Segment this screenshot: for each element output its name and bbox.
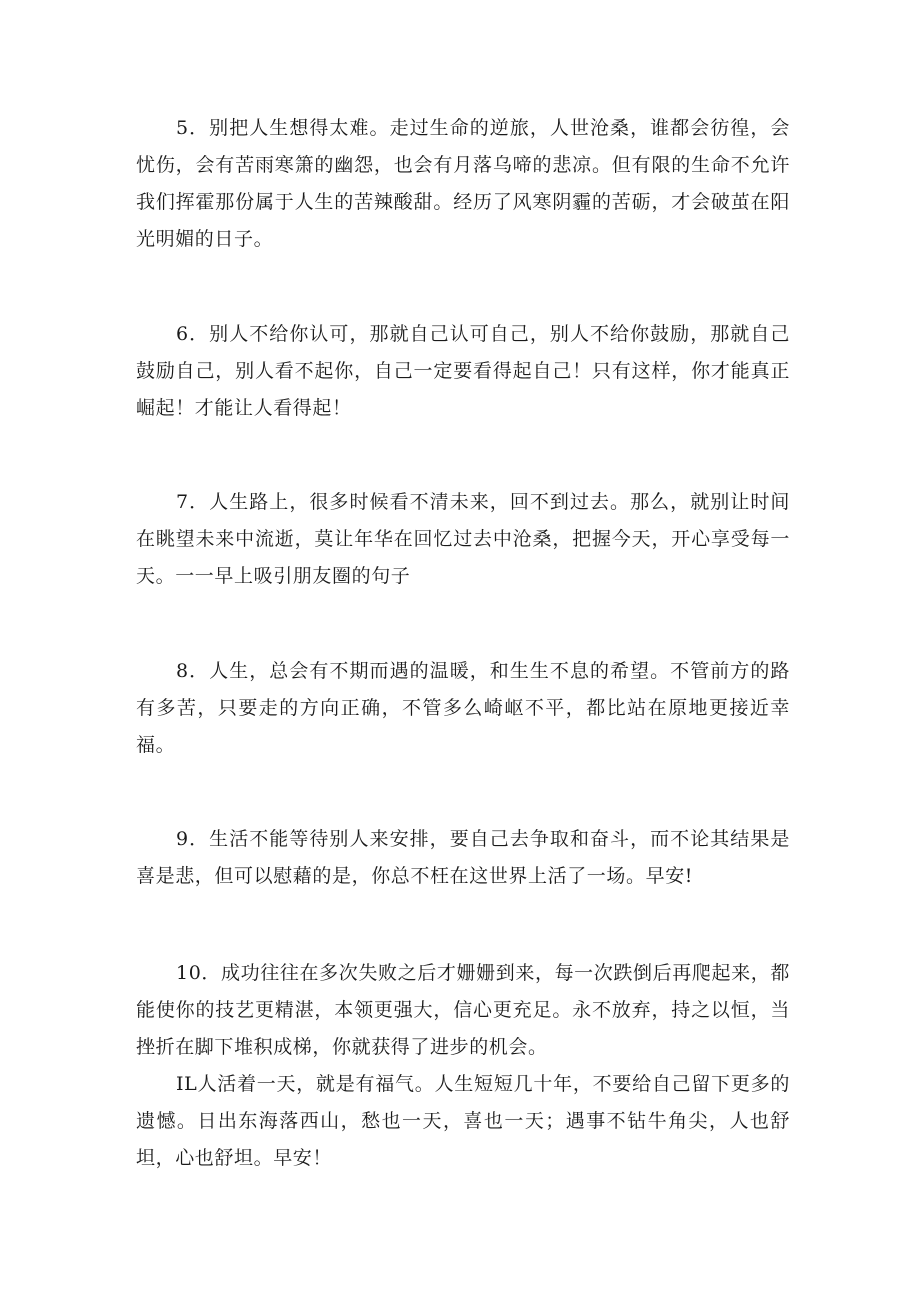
paragraph-6: 6．别人不给你认可，那就自己认可自己，别人不给你鼓励，那就自己鼓励自己，别人看不起你，自己一定要看得起自己！只有这样，你才能真正崛起！才能让人看得起！ (136, 323, 790, 419)
paragraph-9: 9．生活不能等待别人来安排，要自己去争取和奋斗，而不论其结果是喜是悲，但可以慰藉的是，你总不枉在这世界上活了一场。早安! (136, 828, 790, 887)
paragraph-11: IL人活着一天，就是有福气。人生短短几十年，不要给自己留下更多的遗憾。日出东海落西山，愁也一天，喜也一天；遇事不钻牛角尖，人也舒坦，心也舒坦。早安！ (136, 1073, 790, 1169)
paragraph-5: 5．别把人生想得太难。走过生命的逆旅，人世沧桑，谁都会彷徨，会忧伤，会有苦雨寒箫的幽怨，也会有月落乌啼的悲凉。但有限的生命不允许我们挥霍那份属于人生的苦辣酸甜。经历了风寒阴霾的苦砺，才会破茧在阳光明媚的日子。 (136, 117, 790, 250)
paragraph-10: 10．成功往往在多次失败之后才姗姗到来，每一次跌倒后再爬起来，都能使你的技艺更精湛，本领更强大，信心更充足。永不放弃，持之以恒，当挫折在脚下堆积成梯，你就获得了进步的机会。 (136, 962, 790, 1058)
paragraph-8: 8．人生，总会有不期而遇的温暖，和生生不息的希望。不管前方的路有多苦，只要走的方向正确，不管多么崎岖不平，都比站在原地更接近幸福。 (136, 660, 790, 756)
paragraph-7: 7．人生路上，很多时候看不清未来，回不到过去。那么，就别让时间在眺望未来中流逝，莫让年华在回忆过去中沧桑，把握今天，开心享受每一天。一一早上吸引朋友圈的句子 (136, 491, 790, 587)
